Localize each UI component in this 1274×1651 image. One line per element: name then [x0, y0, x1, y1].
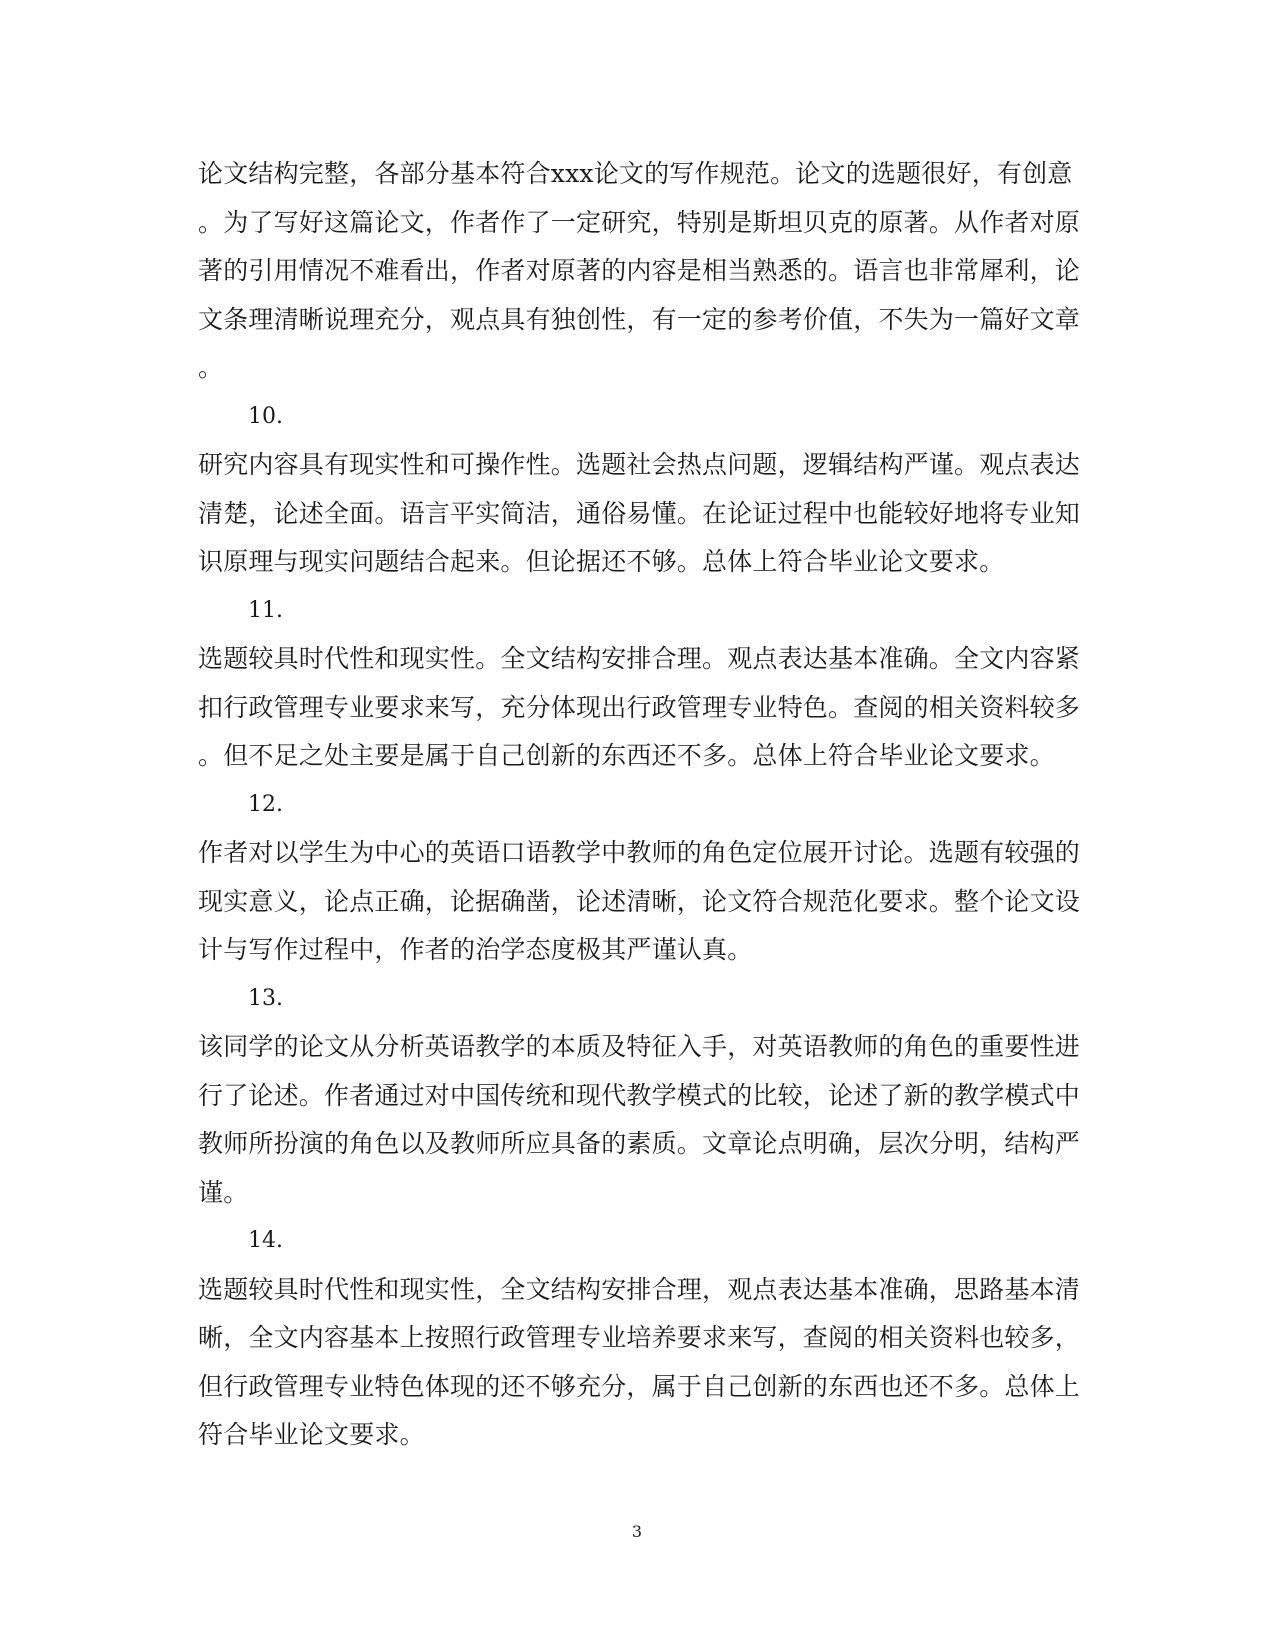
- paragraph-line: 扣行政管理专业要求来写，充分体现出行政管理专业特色。查阅的相关资料较多: [198, 692, 1081, 722]
- paragraph-line: 选题较具时代性和现实性。全文结构安排合理。观点表达基本准确。全文内容紧: [198, 644, 1081, 673]
- paragraph-line: 文条理清晰说理充分，观点具有独创性，有一定的参考价值，不失为一篇好文章: [198, 304, 1081, 334]
- paragraph-line: 符合毕业论文要求。: [198, 1420, 425, 1449]
- paragraph-block: [198, 150, 1081, 393]
- paragraph-line: 论文结构完整，各部分基本符合xxx论文的写作规范。论文的选题很好，有创意: [198, 159, 1073, 188]
- paragraph-line: 。但不足之处主要是属于自己创新的东西还不多。总体上符合毕业论文要求。: [198, 741, 1055, 770]
- paragraph-line: 识原理与现实问题结合起来。但论据还不够。总体上符合毕业论文要求。: [198, 547, 1005, 576]
- paragraph-line: 但行政管理专业特色体现的还不够充分，属于自己创新的东西也还不多。总体上: [198, 1371, 1081, 1401]
- paragraph-block: [198, 1266, 1081, 1460]
- paragraph-line: 著的引用情况不难看出，作者对原著的内容是相当熟悉的。语言也非常犀利，论: [198, 256, 1081, 285]
- page-number: 3: [631, 1522, 643, 1541]
- document-body: [198, 150, 1081, 1460]
- paragraph-block: [198, 441, 1081, 587]
- paragraph-block: [198, 1023, 1081, 1217]
- paragraph-line: 研究内容具有现实性和可操作性。选题社会热点问题，逻辑结构严谨。观点表达: [198, 450, 1081, 479]
- item-number: 12.: [248, 791, 283, 817]
- paragraph-line: 教师所扮演的角色以及教师所应具备的素质。文章论点明确，层次分明，结构严: [198, 1129, 1081, 1158]
- paragraph-line: 行了论述。作者通过对中国传统和现代教学模式的比较，论述了新的教学模式中: [198, 1080, 1081, 1110]
- paragraph-block: [198, 829, 1081, 975]
- item-number: 13.: [248, 985, 283, 1011]
- paragraph-line: 。: [198, 353, 224, 382]
- paragraph-line: 清楚，论述全面。语言平实简洁，通俗易懂。在论证过程中也能较好地将专业知: [198, 498, 1081, 528]
- paragraph-line: 该同学的论文从分析英语教学的本质及特征入手，对英语教师的角色的重要性进: [198, 1032, 1081, 1061]
- paragraph-block: [198, 635, 1081, 781]
- paragraph-line: 晰，全文内容基本上按照行政管理专业培养要求来写，查阅的相关资料也较多，: [198, 1323, 1081, 1352]
- paragraph-line: 现实意义，论点正确，论据确凿，论述清晰，论文符合规范化要求。整个论文设: [198, 886, 1081, 916]
- item-number: 14.: [248, 1228, 283, 1253]
- paragraph-line: 。为了写好这篇论文，作者作了一定研究，特别是斯坦贝克的原著。从作者对原: [198, 207, 1081, 237]
- item-number: 10.: [248, 403, 283, 429]
- paragraph-line: 计与写作过程中，作者的治学态度极其严谨认真。: [198, 935, 753, 964]
- item-number: 11.: [248, 597, 283, 623]
- paragraph-line: 谨。: [198, 1177, 249, 1207]
- paragraph-line: 作者对以学生为中心的英语口语教学中教师的角色定位展开讨论。选题有较强的: [198, 838, 1081, 867]
- paragraph-line: 选题较具时代性和现实性，全文结构安排合理，观点表达基本准确，思路基本清: [198, 1274, 1081, 1304]
